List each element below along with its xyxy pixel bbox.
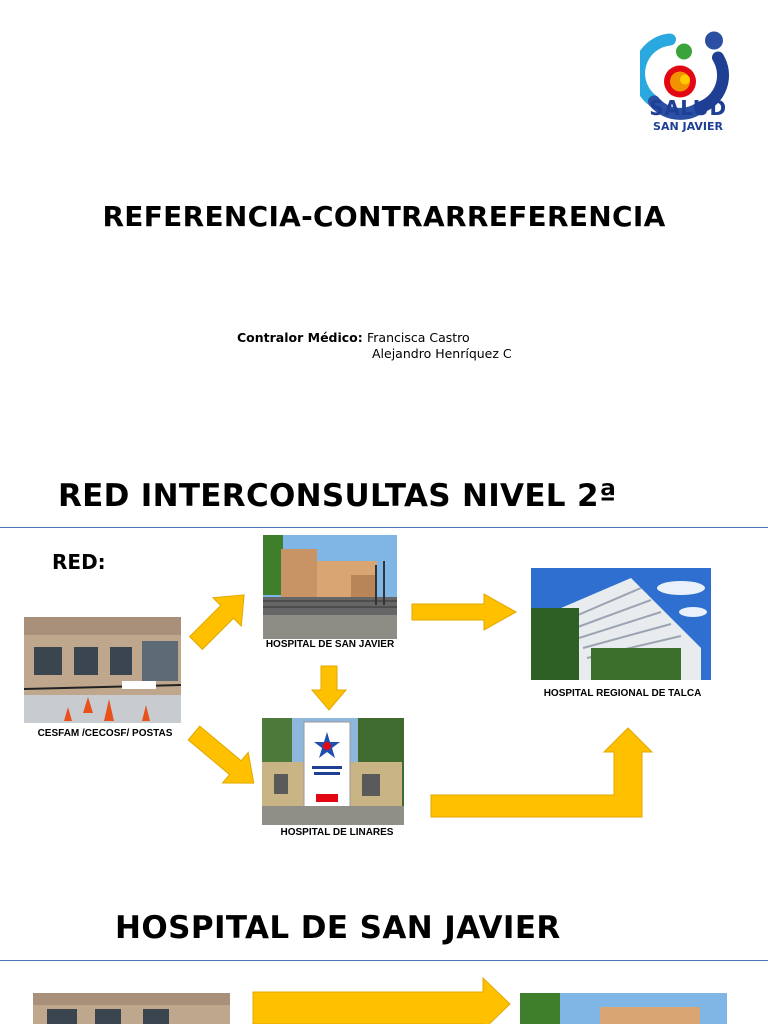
- arrow-linares-to-talca: [431, 728, 652, 817]
- hospital-san-javier-photo: [520, 993, 727, 1024]
- cesfam-photo: [24, 617, 181, 723]
- hospital-talca-photo: [531, 568, 711, 680]
- hospital-san-javier-photo: [263, 535, 397, 639]
- controller-label: Contralor Médico:: [237, 330, 363, 345]
- cesfam-photo: [33, 993, 230, 1024]
- arrow-cesfam-to-linares: [181, 718, 266, 799]
- arrow-san-javier-to-linares: [312, 666, 346, 710]
- arrow-cesfam-to-san-javier: [182, 581, 258, 657]
- logo-subtitle: SAN JAVIER: [653, 120, 723, 133]
- arrow-slide3: [253, 978, 510, 1024]
- slide-divider: [0, 960, 768, 961]
- slide-title: RED INTERCONSULTAS NIVEL 2ª: [58, 478, 617, 514]
- cesfam-caption: CESFAM /CECOSF/ POSTAS: [37, 728, 173, 739]
- controller-name: Francisca Castro: [367, 330, 470, 345]
- slide-divider: [0, 527, 768, 528]
- logo-title: SALUD: [649, 96, 727, 120]
- linares-caption: HOSPITAL DE LINARES: [280, 827, 394, 838]
- network-label: RED:: [52, 550, 106, 574]
- controller-name: Alejandro Henríquez C: [372, 346, 512, 361]
- slide-title: REFERENCIA-CONTRARREFERENCIA: [102, 200, 666, 233]
- talca-caption: HOSPITAL REGIONAL DE TALCA: [543, 688, 702, 699]
- san-javier-caption: HOSPITAL DE SAN JAVIER: [265, 639, 395, 650]
- arrow-san-javier-to-talca: [412, 594, 516, 630]
- hospital-linares-photo: [262, 718, 404, 825]
- slide-title: HOSPITAL DE SAN JAVIER: [115, 910, 561, 946]
